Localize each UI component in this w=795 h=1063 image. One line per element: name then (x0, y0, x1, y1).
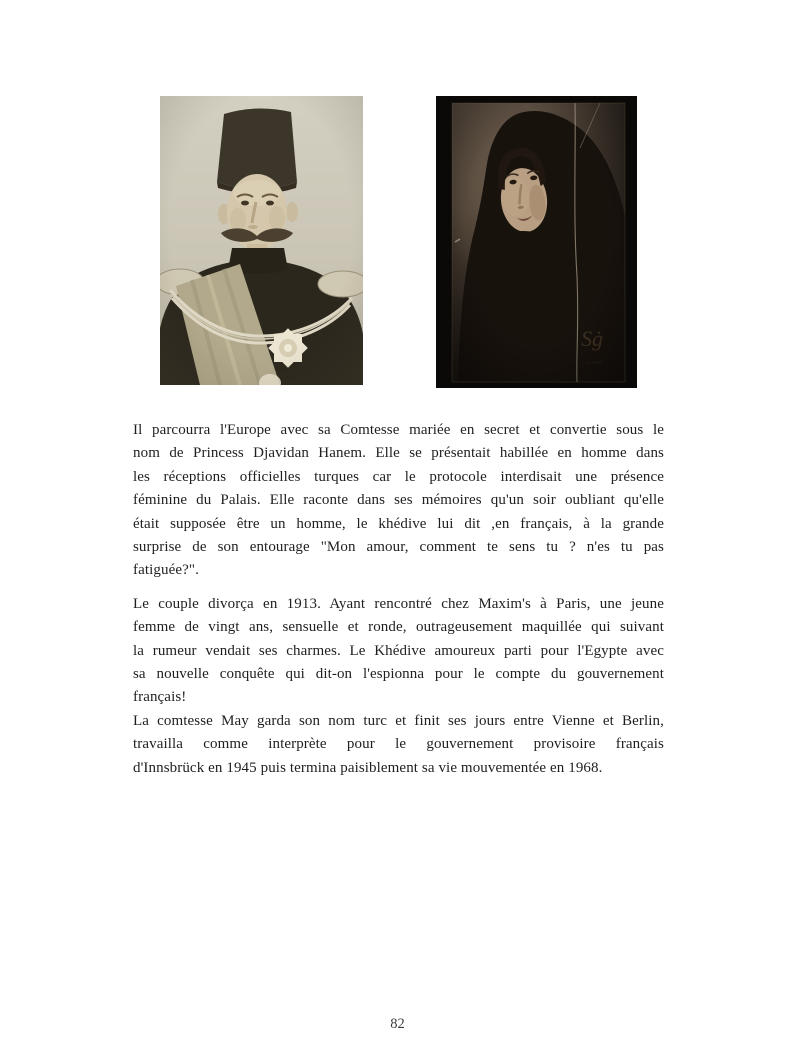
text-line: Il parcourra l'Europe avec sa Comtesse mariée en secret et convertie sous le (133, 422, 664, 438)
page-number: 82 (390, 1016, 405, 1032)
text-line: femme de vingt ans, sensuelle et ronde, outrageusement maquillée qui suivant (133, 619, 664, 636)
paragraph-1 (133, 419, 664, 583)
paragraph-2 (133, 593, 664, 710)
text-line: fatiguée?". (133, 562, 199, 579)
text-line: surprise de son entourage "Mon amour, comment te sens tu ? n'es tu pas (133, 539, 664, 556)
man-in-fez-illustration (160, 96, 363, 385)
text-line: était supposée être un homme, le khédive lui dit ,en français, à la grande (133, 515, 664, 532)
text-line: les réceptions officielles turques car le protocole interdisait une présence (133, 468, 664, 485)
body-text (133, 419, 664, 780)
text-line: féminine du Palais. Elle raconte dans ses mémoires qu'un soir oubliant qu'elle (133, 492, 664, 509)
text-line: Le couple divorça en 1913. Ayant rencontré chez Maxim's à Paris, une jeune (133, 595, 664, 612)
text-line: la rumeur vendait ses charmes. Le Khédive amoureux parti pour l'Egypte avec (133, 642, 664, 659)
text-line: sa nouvelle conquête qui dit-on l'espionna pour le compte du gouvernement (133, 666, 664, 683)
photo-man-in-fez (160, 96, 363, 385)
text-line: nom de Princess Djavidan Hanem. Elle se présentait habillée en homme dans (133, 445, 664, 462)
paragraph-3 (133, 710, 664, 780)
text-line: d'Innsbrück en 1945 puis termina paisiblement sa vie mouvementée en 1968. (133, 759, 603, 776)
photo-woman-in-headscarf (436, 96, 637, 388)
woman-in-headscarf-illustration (436, 96, 637, 388)
text-line: travailla comme interprète pour le gouvernement provisoire français (133, 736, 664, 753)
text-line: français! (133, 689, 187, 706)
text-line: La comtesse May garda son nom turc et finit ses jours entre Vienne et Berlin, (133, 712, 664, 729)
